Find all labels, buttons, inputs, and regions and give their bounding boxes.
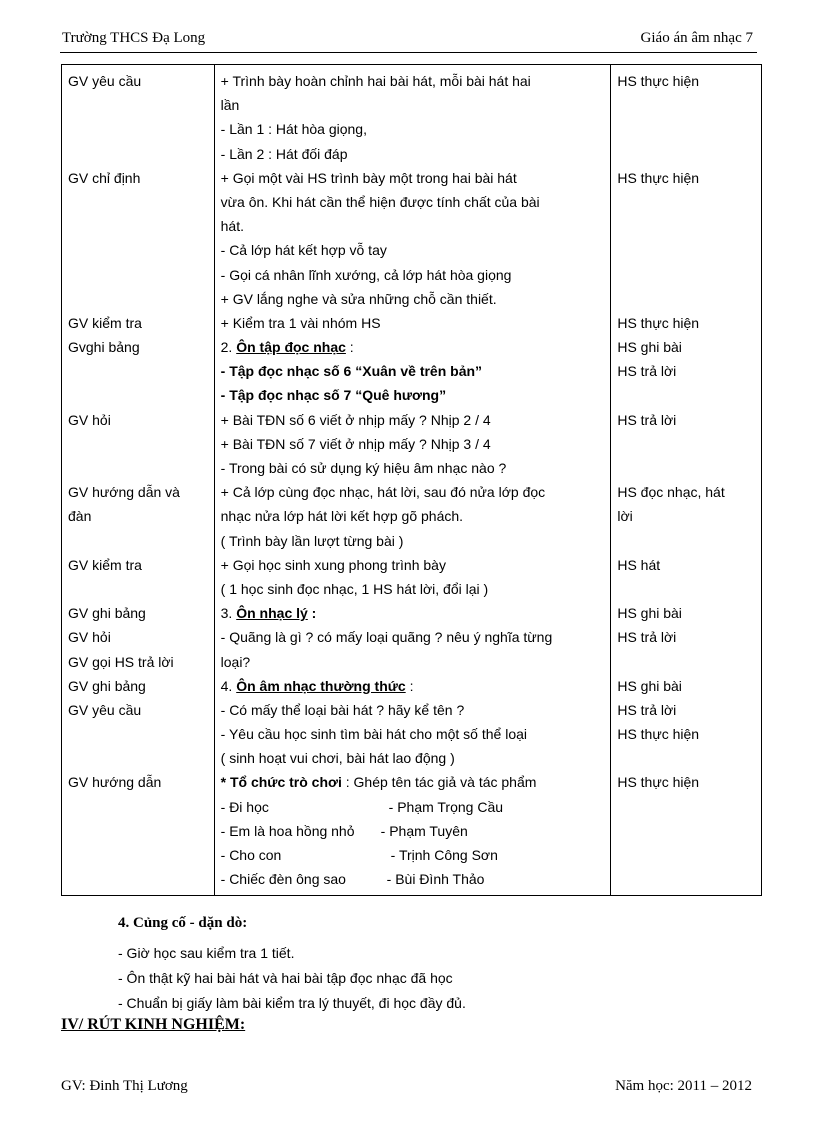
pair-row: - Chiếc đèn ông sao - Bùi Đình Thảo bbox=[220, 871, 485, 888]
school-year: Năm học: 2011 – 2012 bbox=[615, 1078, 752, 1094]
teacher-activity-column: GV yêu cầu GV chỉ định GV kiểm tra Gvghi bảng GV hỏi GV hướng dẫn và đàn GV kiểm tra GV ghi bảng GV hỏi GV gọi HS trả lời GV ghi bảng GV yêu cầu GV hướng dẫn bbox=[62, 65, 215, 896]
consolidation-title: 4. Củng cố - dặn dò: bbox=[118, 915, 248, 931]
document-title: Giáo án âm nhạc 7 bbox=[640, 30, 753, 46]
pair-row: - Đi học - Phạm Trọng Cầu bbox=[220, 798, 504, 815]
header-divider bbox=[60, 52, 757, 53]
game-instruction: * Tổ chức trò chơi : Ghép tên tác giả và tác phẩm bbox=[220, 774, 537, 791]
reading-exercise-6: - Tập đọc nhạc số 6 “Xuân về trên bản” bbox=[220, 363, 483, 380]
reading-exercise-7: - Tập đọc nhạc số 7 “Quê hương” bbox=[220, 387, 447, 404]
experience-heading: IV/ RÚT KINH NGHIỆM: bbox=[61, 1016, 246, 1033]
lesson-plan-table bbox=[61, 64, 762, 896]
list-item: - Giờ học sau kiểm tra 1 tiết. bbox=[118, 945, 295, 961]
pair-row: - Em là hoa hồng nhỏ - Phạm Tuyên bbox=[220, 822, 468, 839]
content-column: + Trình bày hoàn chỉnh hai bài hát, mỗi bài hát hai lần - Lần 1 : Hát hòa giọng, - Lần 2 : Hát đối đáp + Gọi một vài HS trình bày một trong hai bài hát vừa ôn. Khi hát cần thể hiện được tính chất của bài hát. - Cả lớp hát kết hợp vỗ tay - Gọi cá nhân lĩnh xướng, cả lớp hát hòa giọng + GV lắng nghe và sửa những chỗ cần thiết. + Kiểm tra 1 vài nhóm HS 2. Ôn tập đọc nhạc : - Tập đọc nhạc số 6 “Xuân về trên bản” - Tập đọc nhạc số 7 “Quê hương” + Bài TĐN số 6 viết ở nhịp mấy ? Nhịp 2 / 4 + Bài TĐN số 7 viết ở nhịp mấy ? Nhịp 3 / 4 - Trong bài có sử dụng ký hiệu âm nhạc nào ? + Cả lớp cùng đọc nhạc, hát lời, sau đó nửa lớp đọc nhạc nửa lớp hát lời kết hợp gõ phách. ( Trình bày lần lượt từng bài ) + Gọi học sinh xung phong trình bày ( 1 học sinh đọc nhạc, 1 HS hát lời, đổi lại ) 3. Ôn nhạc lý : - Quãng là gì ? có mấy loại quãng ? nêu ý nghĩa từng loại? 4. Ôn âm nhạc thường thức : - Có mấy thể loại bài hát ? hãy kể tên ? - Yêu cầu học sinh tìm bài hát cho một số thể loại ( sinh hoạt vui chơi, bài hát lao động ) * Tổ chức trò chơi : Ghép tên tác giả và tác phẩm - Đi học - Phạm Trọng Cầu - Em là hoa hồng nhỏ - Phạm Tuyên - Cho con - Trịnh Công Sơn - Chiếc đèn ông sao - Bùi Đình Thảo bbox=[214, 65, 611, 896]
pair-row: - Cho con - Trịnh Công Sơn bbox=[220, 847, 498, 863]
school-name: Trường THCS Đạ Long bbox=[62, 30, 206, 46]
teacher-name: GV: Đinh Thị Lương bbox=[61, 1078, 188, 1094]
section-heading-reading: 2. Ôn tập đọc nhạc : bbox=[220, 339, 354, 356]
list-item: - Ôn thật kỹ hai bài hát và hai bài tập đọc nhạc đã học bbox=[118, 970, 453, 986]
section-heading-music-knowledge: 4. Ôn âm nhạc thường thức : bbox=[220, 677, 414, 694]
student-activity-column: HS thực hiện HS thực hiện HS thực hiện HS ghi bài HS trả lời HS trả lời HS đọc nhạc, hát lời HS hát HS ghi bài HS trả lời HS ghi bài HS trả lời HS thực hiện HS thực hiện bbox=[611, 65, 762, 896]
table-row bbox=[62, 65, 762, 896]
list-item: - Chuẩn bị giấy làm bài kiểm tra lý thuyết, đi học đầy đủ. bbox=[118, 995, 466, 1011]
section-heading-theory: 3. Ôn nhạc lý : bbox=[220, 605, 317, 622]
